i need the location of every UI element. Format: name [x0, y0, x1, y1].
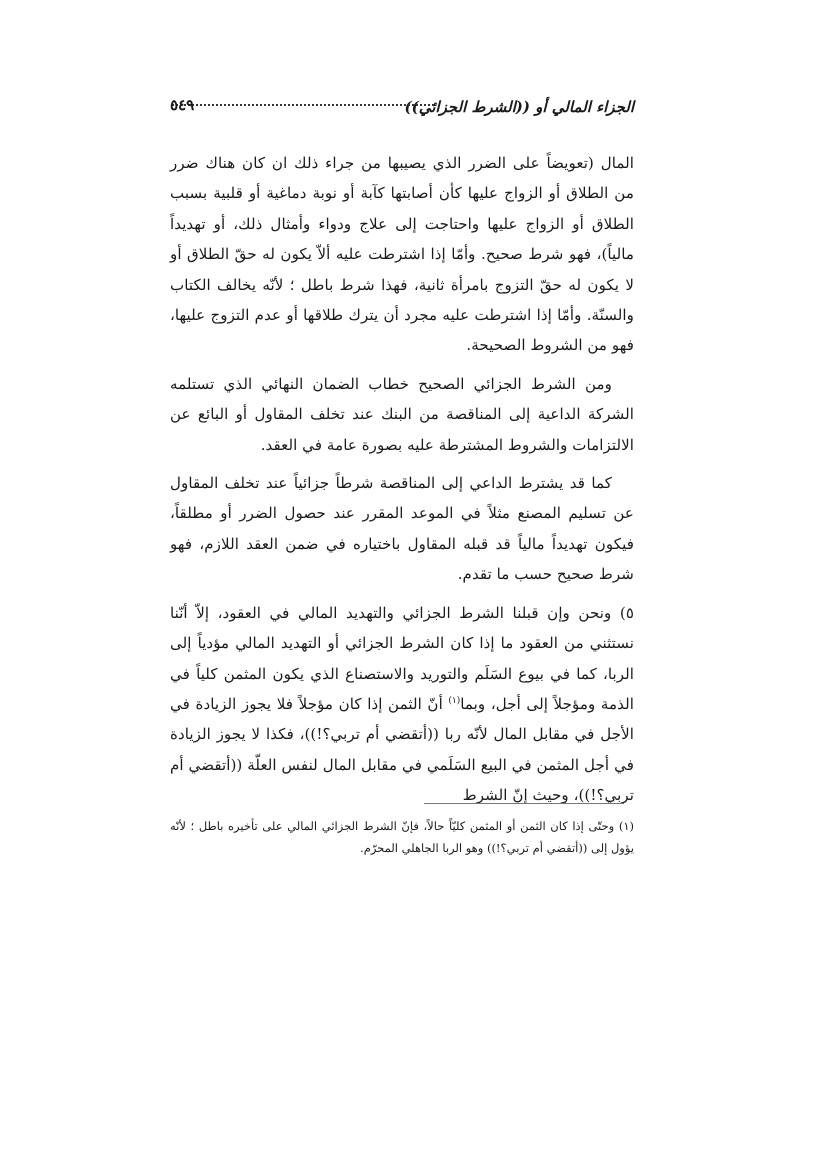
- footnote-separator: [424, 803, 624, 804]
- page-header: [170, 96, 634, 126]
- page-number: ٥٤٩: [170, 96, 195, 114]
- paragraph-text: أنّ الثمن إذا كان مؤجلاً فلا يجوز الزيادة في الأجل في مقابل المال لأنّه ربا ((أتقضي أم تربي؟!))، فكذا لا يجوز الزيادة في أجل المثمن في البيع السَلَمي في مقابل المال لنفس العلّة ((أتقضي أم تربي؟!))، وحيث إنّ الشرط: [170, 694, 634, 805]
- paragraph-text: ٥) ونحن وإن قبلنا الشرط الجزائي والتهديد المالي في العقود، إلاّ أنّنا نستثني من العقود ما إذا كان الشرط الجزائي أو التهديد المالي مؤدياً إلى الربا، كما في بيوع السَلَم والتوريد والاستصناع الذي يكون المثمن كلياً في الذمة ومؤجلاً إلى أجل، وبما: [170, 603, 634, 713]
- running-title: الجزاء المالي أو ((الشرط الجزائي)): [404, 98, 634, 116]
- footnotes: [170, 815, 634, 859]
- footnote: (١) وحتّى إذا كان الثمن أو المثمن كليّاً حالاً، فإنّ الشرط الجزائي المالي على تأخيره باطل ؛ لأنّه يؤول إلى ((أتقضي أم تربي؟!)) وهو الربا الجاهلي المحرّم.: [170, 819, 634, 855]
- paragraph: ومن الشرط الجزائي الصحيح خطاب الضمان النهائي الذي تستلمه الشركة الداعية إلى المناقصة من البنك عند تخلف المقاول أو البائع عن الالتزامات والشروط المشترطة عليه بصورة عامة في العقد.: [170, 374, 634, 454]
- paragraph-point-5: [170, 598, 634, 811]
- footnote-reference[interactable]: (١): [448, 695, 461, 706]
- paragraph: المال (تعويضاً على الضرر الذي يصيبها من جراء ذلك ان كان هناك ضرر من الطلاق أو الزواج عليها كأن أصابتها كآبة أو نوبة دماغية أو قلبية بسبب الطلاق أو الزواج عليها واحتاجت إلى علاج ودواء وأمثال ذلك، أو تهديداً مالياً)، فهو شرط صحيح. وأمّا إذا اشترطت عليه ألاّ يكون له حقّ الطلاق أو لا يكون له حقّ التزوج بامرأة ثانية، فهذا شرط باطل ؛ لأنّه يخالف الكتاب والسنّة. وأمّا إذا اشترطت عليه مجرد أن يترك طلاقها أو عدم التزوج عليها، فهو من الشروط الصحيحة.: [170, 154, 634, 355]
- body-text: [170, 148, 634, 819]
- dotted-leader: [172, 104, 434, 106]
- paragraph: كما قد يشترط الداعي إلى المناقصة شرطاً جزائياً عند تخلف المقاول عن تسليم المصنع مثلاً في الموعد المقرر عند حصول الضرر أو مطلقاً، فيكون تهديداً مالياً قد قبله المقاول باختياره في ضمن العقد اللازم، فهو شرط صحيح حسب ما تقدم.: [170, 474, 634, 584]
